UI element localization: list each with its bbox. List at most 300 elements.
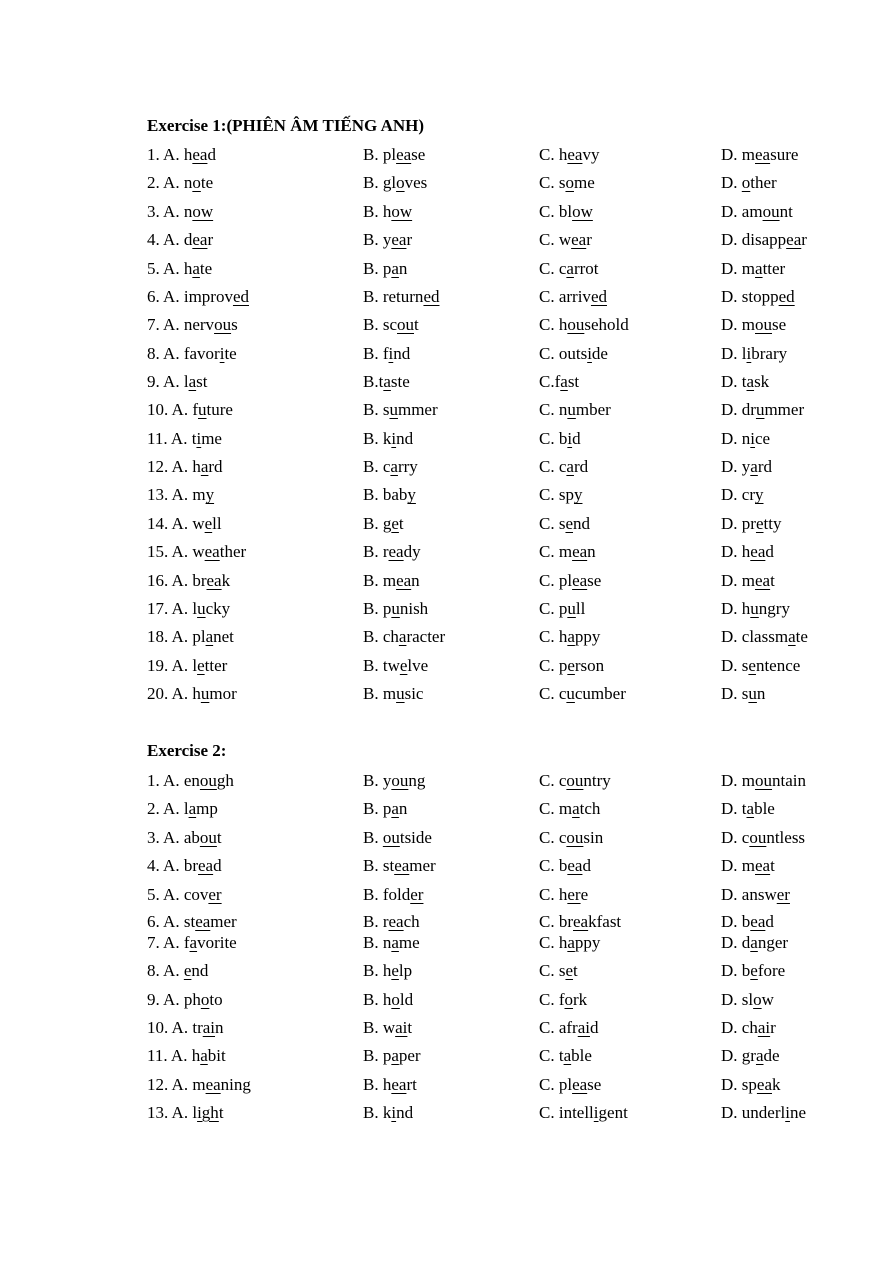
- word-part: ntry: [583, 771, 611, 790]
- question-row: [0, 960, 892, 982]
- underlined-sound: i: [196, 428, 202, 448]
- option-c: [539, 683, 626, 705]
- word-part: m: [558, 542, 573, 562]
- word-part: c: [558, 771, 567, 790]
- option-c: [539, 343, 608, 365]
- option-b: [363, 399, 438, 421]
- question-row: [0, 201, 892, 223]
- option-label: B.: [363, 1103, 383, 1122]
- option-label: B.: [363, 230, 383, 250]
- option-b: [363, 989, 413, 1011]
- option-label: C.: [539, 856, 559, 876]
- underlined-sound: y: [755, 485, 764, 505]
- word-part: intell: [558, 1103, 594, 1122]
- option-label: B.: [363, 457, 383, 477]
- word-part: n: [741, 428, 751, 448]
- option-label: C.: [539, 542, 559, 562]
- option-a: [147, 1045, 226, 1067]
- option-label: B.: [363, 542, 383, 562]
- word-part: m: [558, 799, 573, 819]
- underlined-sound: i: [567, 428, 573, 448]
- option-a: [147, 343, 237, 365]
- word-part: h: [382, 989, 392, 1009]
- word-part: sp: [741, 1074, 757, 1094]
- word-part: st: [183, 911, 196, 931]
- word-part: cov: [183, 884, 209, 904]
- option-d: [721, 371, 769, 393]
- word-part: sl: [741, 989, 754, 1009]
- question-row: [0, 770, 892, 792]
- word-part: me: [398, 932, 420, 952]
- word-part: bl: [558, 201, 573, 221]
- underlined-sound: e: [750, 961, 758, 980]
- underlined-sound: ea: [571, 230, 587, 250]
- underlined-sound: e: [755, 513, 764, 533]
- option-label: D.: [721, 286, 742, 306]
- underlined-sound: a: [383, 372, 391, 391]
- underlined-sound: ea: [205, 1074, 221, 1094]
- word-part: mp: [196, 799, 218, 819]
- underlined-sound: ea: [391, 230, 407, 250]
- option-label: B.: [363, 598, 383, 618]
- option-label: D.: [721, 932, 742, 952]
- word-part: improv: [183, 286, 233, 306]
- word-part: me: [573, 173, 595, 193]
- word-part: y: [741, 457, 751, 477]
- word-part: ppy: [574, 627, 601, 647]
- option-label: 10. A.: [147, 1017, 193, 1037]
- word-part: nd: [393, 343, 411, 363]
- word-part: st: [567, 372, 580, 391]
- option-label: 1. A.: [147, 145, 184, 164]
- word-part: d: [765, 542, 774, 562]
- word-part: h: [558, 315, 568, 335]
- option-d: [721, 989, 774, 1011]
- option-label: 11. A.: [147, 428, 192, 448]
- option-label: D.: [721, 145, 742, 164]
- option-label: C.: [539, 884, 559, 904]
- word-part: gent: [598, 1103, 628, 1122]
- underlined-sound: a: [746, 799, 755, 819]
- underlined-sound: a: [746, 372, 755, 391]
- option-c: [539, 770, 611, 792]
- underlined-sound: e: [748, 655, 756, 675]
- word-part: w: [761, 989, 774, 1009]
- question-row: [0, 258, 892, 280]
- option-b: [363, 798, 407, 820]
- word-part: n: [756, 684, 766, 703]
- question-row: [0, 144, 892, 166]
- underlined-sound: a: [205, 627, 214, 647]
- underlined-sound: ow: [192, 201, 214, 221]
- question-row: [0, 989, 892, 1011]
- underlined-sound: i: [391, 1103, 397, 1122]
- word-part: pl: [558, 570, 573, 590]
- underlined-sound: u: [389, 400, 398, 420]
- underlined-sound: i: [593, 1103, 599, 1122]
- question-row: [0, 570, 892, 592]
- option-label: B.: [363, 343, 383, 363]
- option-label: C.: [539, 771, 559, 790]
- option-d: [721, 428, 770, 450]
- underlined-sound: y: [407, 485, 416, 505]
- option-c: [539, 513, 590, 535]
- option-d: [721, 655, 800, 677]
- word-part: l: [192, 655, 198, 675]
- option-b: [363, 598, 428, 620]
- word-part: rrot: [573, 258, 599, 278]
- underlined-sound: ou: [762, 201, 780, 221]
- word-part: b: [558, 428, 568, 448]
- option-b: [363, 911, 420, 933]
- underlined-sound: u: [197, 598, 206, 618]
- word-part: te: [795, 627, 808, 647]
- word-part: st: [196, 372, 208, 391]
- option-c: [539, 1045, 592, 1067]
- option-c: [539, 798, 600, 820]
- underlined-sound: ea: [192, 145, 208, 164]
- underlined-sound: i: [785, 1103, 790, 1122]
- option-c: [539, 399, 611, 421]
- word-part: cumber: [574, 684, 626, 703]
- word-part: nd: [396, 428, 414, 448]
- option-label: B.: [363, 627, 383, 647]
- option-label: B.: [363, 1017, 383, 1037]
- underlined-sound: ai: [395, 1017, 408, 1037]
- option-c: [539, 911, 621, 933]
- option-b: [363, 314, 419, 336]
- option-b: [363, 770, 425, 792]
- option-label: 16. A.: [147, 570, 193, 590]
- option-label: 5. A.: [147, 258, 184, 278]
- option-a: [147, 770, 234, 792]
- word-part: lp: [398, 961, 413, 980]
- option-label: 2. A.: [147, 799, 184, 819]
- question-row: [0, 172, 892, 194]
- word-part: pr: [741, 513, 756, 533]
- word-part: arriv: [558, 286, 591, 306]
- underlined-sound: a: [200, 457, 209, 477]
- option-label: C.: [539, 457, 559, 477]
- word-part: answ: [741, 884, 777, 904]
- option-a: [147, 655, 227, 677]
- option-label: D.: [721, 856, 742, 876]
- underlined-sound: a: [572, 799, 580, 819]
- question-row: [0, 428, 892, 450]
- option-d: [721, 827, 805, 849]
- underlined-sound: ou: [566, 827, 584, 847]
- underlined-sound: ou: [755, 771, 773, 790]
- option-b: [363, 258, 407, 280]
- word-part: kfast: [588, 911, 622, 931]
- word-part: k: [382, 428, 392, 448]
- question-row: [0, 1045, 892, 1067]
- word-part: mer: [210, 911, 237, 931]
- option-label: D.: [721, 1103, 742, 1122]
- option-label: C.: [539, 428, 559, 448]
- option-label: C.: [539, 911, 559, 931]
- option-label: B.: [363, 1046, 383, 1066]
- option-label: C.: [539, 1017, 559, 1037]
- option-label: D.: [721, 1017, 742, 1037]
- word-part: rd: [208, 457, 223, 477]
- option-a: [147, 399, 233, 421]
- word-part: tter: [204, 655, 228, 675]
- word-part: nd: [396, 1103, 414, 1122]
- underlined-sound: u: [567, 400, 576, 420]
- option-label: D.: [721, 989, 742, 1009]
- word-part: t: [218, 1103, 224, 1122]
- underlined-sound: o: [192, 173, 201, 193]
- word-part: n: [183, 173, 193, 193]
- word-part: tr: [192, 1017, 203, 1037]
- option-b: [363, 428, 413, 450]
- underlined-sound: ea: [572, 1074, 588, 1094]
- option-a: [147, 598, 230, 620]
- underlined-sound: er: [776, 884, 790, 904]
- underlined-sound: ed: [423, 286, 440, 306]
- word-part: d: [213, 856, 222, 876]
- word-part: ther: [750, 173, 777, 193]
- word-part: bit: [207, 1046, 226, 1066]
- question-row: [0, 286, 892, 308]
- option-c: [539, 960, 578, 982]
- underlined-sound: a: [563, 1046, 572, 1066]
- word-part: e: [580, 884, 589, 904]
- option-d: [721, 144, 798, 166]
- question-row: [0, 456, 892, 478]
- option-c: [539, 655, 604, 677]
- option-c: [539, 855, 591, 877]
- option-label: C.: [539, 627, 559, 647]
- word-part: c: [558, 457, 567, 477]
- word-part: h: [558, 932, 568, 952]
- option-b: [363, 1017, 412, 1039]
- underlined-sound: ea: [394, 856, 410, 876]
- word-part: f: [382, 343, 389, 363]
- word-part: t: [407, 1017, 413, 1037]
- word-part: r: [207, 230, 214, 250]
- word-part: ntence: [755, 655, 801, 675]
- word-part: k: [382, 1103, 392, 1122]
- underlined-sound: a: [391, 258, 399, 278]
- exercise-2-title: Exercise 2:: [147, 741, 227, 760]
- option-d: [721, 1017, 776, 1039]
- word-part: n: [398, 258, 408, 278]
- word-part: s: [741, 684, 749, 703]
- word-part: h: [192, 457, 201, 477]
- word-part: m: [382, 570, 397, 590]
- word-part: r: [770, 1017, 776, 1037]
- option-label: 9. A.: [147, 989, 184, 1009]
- option-c: [539, 484, 582, 506]
- word-part: gr: [741, 1046, 756, 1066]
- word-part: nish: [399, 598, 429, 618]
- option-c: [539, 314, 629, 336]
- word-part: m: [741, 258, 756, 278]
- word-part: d: [572, 428, 581, 448]
- word-part: t: [414, 315, 419, 335]
- underlined-sound: ea: [206, 570, 222, 590]
- option-a: [147, 989, 223, 1011]
- word-part: ll: [575, 598, 586, 618]
- underlined-sound: er: [410, 884, 424, 904]
- option-label: B.: [363, 989, 383, 1009]
- word-part: fold: [382, 884, 411, 904]
- word-part: s: [741, 655, 749, 675]
- word-part: favor: [183, 343, 220, 363]
- option-label: B.: [363, 315, 383, 335]
- underlined-sound: ea: [572, 542, 588, 562]
- option-d: [721, 960, 785, 982]
- option-label: B.: [363, 372, 379, 391]
- word-part: se: [772, 315, 787, 335]
- underlined-sound: ou: [755, 315, 773, 335]
- question-row: [0, 371, 892, 393]
- option-b: [363, 172, 427, 194]
- option-c: [539, 884, 588, 906]
- word-part: s: [382, 400, 390, 420]
- underlined-sound: ea: [750, 911, 766, 931]
- word-part: ng: [408, 771, 426, 790]
- word-part: ther: [219, 542, 247, 562]
- word-part: per: [398, 1046, 421, 1066]
- word-part: nt: [779, 201, 793, 221]
- word-part: ble: [571, 1046, 592, 1066]
- option-label: D.: [721, 400, 742, 420]
- underlined-sound: e: [204, 513, 213, 533]
- word-part: r: [586, 230, 592, 250]
- word-part: ture: [206, 400, 233, 420]
- word-part: d: [183, 230, 193, 250]
- word-part: ph: [183, 989, 201, 1009]
- underlined-sound: ou: [199, 771, 217, 790]
- underlined-sound: ou: [566, 771, 584, 790]
- word-part: t: [741, 799, 747, 819]
- option-label: B.: [363, 1074, 383, 1094]
- option-label: D.: [721, 1074, 742, 1094]
- word-part: vy: [582, 145, 600, 164]
- option-c: [539, 258, 598, 280]
- option-c: [539, 144, 599, 166]
- underlined-sound: a: [567, 627, 575, 647]
- option-label: D.: [721, 513, 742, 533]
- underlined-sound: u: [748, 684, 757, 703]
- question-row: [0, 513, 892, 535]
- underlined-sound: ed: [232, 286, 249, 306]
- word-part: te: [224, 343, 237, 363]
- word-part: p: [382, 258, 392, 278]
- option-a: [147, 371, 207, 393]
- word-part: te: [199, 258, 213, 278]
- word-part: f: [554, 372, 561, 391]
- option-b: [363, 960, 412, 982]
- option-label: D.: [721, 911, 742, 931]
- option-label: B.: [363, 911, 383, 931]
- underlined-sound: ai: [202, 1017, 216, 1037]
- underlined-sound: ea: [572, 570, 588, 590]
- question-row: [0, 1102, 892, 1124]
- word-part: s: [231, 315, 238, 335]
- option-label: 5. A.: [147, 884, 184, 904]
- option-label: 11. A.: [147, 1046, 192, 1066]
- word-part: m: [741, 145, 756, 164]
- option-label: B.: [363, 145, 383, 164]
- option-label: B.: [363, 513, 383, 533]
- underlined-sound: i: [746, 343, 752, 363]
- option-d: [721, 798, 775, 820]
- word-part: sure: [770, 145, 799, 164]
- word-part: to: [209, 989, 223, 1009]
- option-label: D.: [721, 570, 742, 590]
- option-label: C.: [539, 258, 559, 278]
- option-c: [539, 456, 588, 478]
- underlined-sound: ed: [590, 286, 607, 306]
- question-row: [0, 683, 892, 705]
- underlined-sound: ou: [567, 315, 585, 335]
- option-b: [363, 513, 404, 535]
- option-label: B.: [363, 400, 383, 420]
- word-part: w: [558, 230, 572, 250]
- underlined-sound: e: [391, 513, 399, 533]
- option-label: D.: [721, 827, 742, 847]
- word-part: st: [382, 856, 395, 876]
- word-part: l: [192, 598, 198, 618]
- word-part: br: [183, 856, 199, 876]
- word-part: vorite: [197, 932, 237, 952]
- word-part: m: [741, 570, 756, 590]
- option-d: [721, 314, 786, 336]
- word-part: h: [191, 1046, 201, 1066]
- underlined-sound: igh: [197, 1103, 219, 1122]
- option-label: C.: [539, 513, 559, 533]
- option-c: [539, 1017, 599, 1039]
- option-a: [147, 960, 208, 982]
- word-part: dy: [403, 542, 421, 562]
- word-part: sehold: [584, 315, 629, 335]
- underlined-sound: ow: [572, 201, 593, 221]
- option-a: [147, 456, 223, 478]
- option-d: [721, 911, 774, 933]
- option-label: 9. A.: [147, 372, 184, 391]
- word-part: r: [801, 230, 807, 250]
- word-part: c: [741, 827, 750, 847]
- word-part: nerv: [183, 315, 215, 335]
- option-c: [539, 989, 587, 1011]
- option-b: [363, 1102, 413, 1124]
- underlined-sound: er: [208, 884, 222, 904]
- option-a: [147, 428, 222, 450]
- word-part: nd: [191, 961, 209, 980]
- underlined-sound: a: [188, 799, 197, 819]
- underlined-sound: u: [566, 684, 575, 703]
- underlined-sound: ea: [755, 570, 771, 590]
- word-part: n: [183, 201, 193, 221]
- option-a: [147, 314, 238, 336]
- underlined-sound: er: [567, 884, 581, 904]
- underlined-sound: ea: [391, 1074, 407, 1094]
- question-row: [0, 855, 892, 877]
- word-part: d: [741, 932, 751, 952]
- word-part: m: [741, 315, 756, 335]
- word-part: t: [191, 428, 197, 448]
- word-part: mmer: [397, 400, 438, 420]
- option-label: C.: [539, 989, 559, 1009]
- option-d: [721, 541, 774, 563]
- underlined-sound: ou: [382, 827, 400, 847]
- option-label: C.: [539, 400, 559, 420]
- option-label: C.: [539, 799, 559, 819]
